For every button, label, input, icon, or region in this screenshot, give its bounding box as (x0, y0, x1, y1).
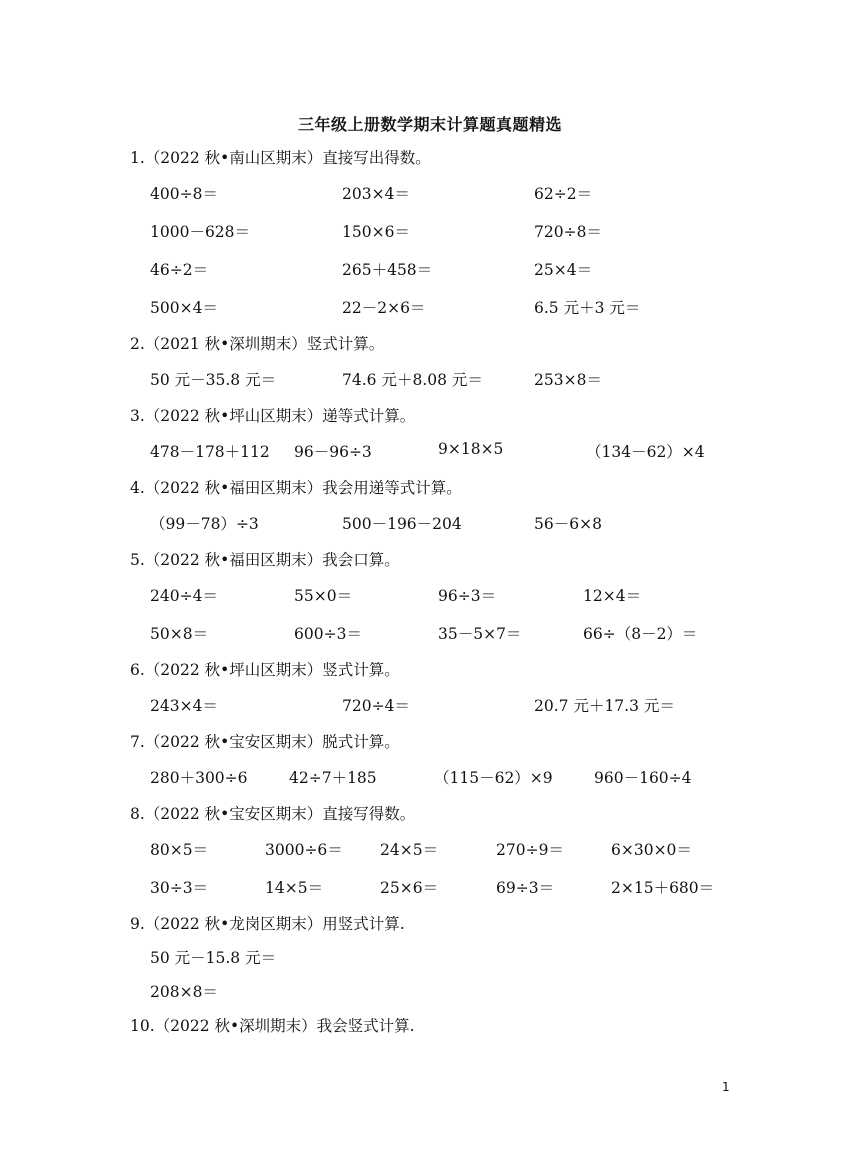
expression: 24×5＝ (380, 841, 439, 859)
expression: 50 元－15.8 元＝ (150, 949, 277, 967)
expression: 400÷8＝ (150, 185, 218, 203)
question-1-row (150, 296, 770, 316)
expression: 25×4＝ (534, 261, 593, 279)
expression: 203×4＝ (342, 185, 410, 203)
expression: 243×4＝ (150, 697, 218, 715)
expression: 600÷3＝ (294, 625, 362, 643)
expression: 720÷4＝ (342, 697, 410, 715)
expression: 3000÷6＝ (265, 841, 343, 859)
question-7-heading: 7.（2022 秋•宝安区期末）脱式计算。 (130, 733, 400, 751)
question-1-heading: 1.（2022 秋•南山区期末）直接写出得数。 (130, 149, 431, 167)
expression: 50×8＝ (150, 625, 209, 643)
expression: 12×4＝ (583, 587, 642, 605)
page-title: 三年级上册数学期末计算题真题精选 (297, 115, 562, 134)
question-6-heading: 6.（2022 秋•坪山区期末）竖式计算。 (130, 661, 400, 679)
expression: （134－62）×4 (586, 443, 705, 461)
question-9-heading: 9.（2022 秋•龙岗区期末）用竖式计算. (130, 915, 405, 933)
expression: 478－178＋112 (150, 443, 270, 461)
expression: 9×18×5 (438, 440, 504, 458)
question-5-row (150, 584, 770, 604)
expression: 96－96÷3 (294, 443, 372, 461)
expression: 2×15＋680＝ (611, 879, 715, 897)
expression: 96÷3＝ (438, 587, 497, 605)
expression: 80×5＝ (150, 841, 209, 859)
expression: 56－6×8 (534, 515, 602, 533)
expression: 14×5＝ (265, 879, 324, 897)
expression: 960－160÷4 (594, 769, 692, 787)
expression: 55×0＝ (294, 587, 353, 605)
expression: 500×4＝ (150, 299, 218, 317)
expression: 50 元－35.8 元＝ (150, 371, 277, 389)
question-3-heading: 3.（2022 秋•坪山区期末）递等式计算。 (130, 407, 416, 425)
expression: 265＋458＝ (342, 261, 433, 279)
expression: 42÷7＋185 (289, 769, 377, 787)
expression: 66÷（8－2）＝ (583, 625, 698, 643)
question-1-row (150, 258, 770, 278)
question-9-row (150, 980, 770, 1000)
expression: （115－62）×9 (434, 769, 553, 787)
question-3-row (150, 440, 770, 460)
expression: 6.5 元＋3 元＝ (534, 299, 641, 317)
question-8-heading: 8.（2022 秋•宝安区期末）直接写得数。 (130, 805, 416, 823)
expression: 208×8＝ (150, 983, 218, 1001)
expression: 74.6 元＋8.08 元＝ (342, 371, 483, 389)
expression: 240÷4＝ (150, 587, 218, 605)
expression: 150×6＝ (342, 223, 410, 241)
page-number: 1 (722, 1080, 730, 1094)
expression: 20.7 元＋17.3 元＝ (534, 697, 675, 715)
expression: 69÷3＝ (496, 879, 555, 897)
question-8-row (150, 876, 770, 896)
expression: 30÷3＝ (150, 879, 209, 897)
question-5-row (150, 622, 770, 642)
expression: 25×6＝ (380, 879, 439, 897)
expression: （99－78）÷3 (150, 515, 259, 533)
question-2-heading: 2.（2021 秋•深圳期末）竖式计算。 (130, 335, 385, 353)
question-1-row (150, 182, 770, 202)
expression: 46÷2＝ (150, 261, 209, 279)
expression: 270÷9＝ (496, 841, 564, 859)
question-1-row (150, 220, 770, 240)
question-10-heading: 10.（2022 秋•深圳期末）我会竖式计算. (130, 1017, 415, 1035)
expression: 35－5×7＝ (438, 625, 522, 643)
question-8-row (150, 838, 770, 858)
question-7-row (150, 766, 770, 786)
expression: 6×30×0＝ (611, 841, 692, 859)
question-9-row (150, 946, 770, 966)
expression: 720÷8＝ (534, 223, 602, 241)
expression: 500－196－204 (342, 515, 462, 533)
expression: 1000－628＝ (150, 223, 251, 241)
question-2-row (150, 368, 770, 388)
question-4-row (150, 512, 770, 532)
question-6-row (150, 694, 770, 714)
question-4-heading: 4.（2022 秋•福田区期末）我会用递等式计算。 (130, 479, 462, 497)
question-5-heading: 5.（2022 秋•福田区期末）我会口算。 (130, 551, 400, 569)
expression: 22－2×6＝ (342, 299, 426, 317)
expression: 280＋300÷6 (150, 769, 248, 787)
expression: 253×8＝ (534, 371, 602, 389)
expression: 62÷2＝ (534, 185, 593, 203)
